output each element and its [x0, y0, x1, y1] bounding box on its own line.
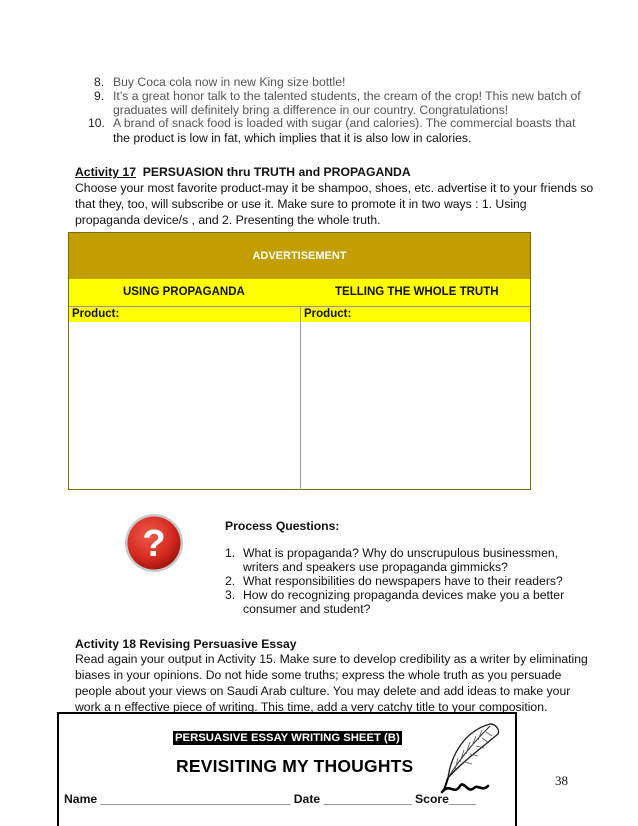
writing-sheet-title: REVISITING MY THOUGHTS — [176, 756, 414, 776]
table-divider — [300, 306, 301, 490]
activity-18-title: Activity 18 Revising Persuasive Essay — [75, 637, 297, 651]
question-text: How do recognizing propaganda devices make you a better — [243, 588, 565, 602]
question-number: 3. — [225, 588, 236, 602]
activity-17-instructions — [75, 180, 594, 228]
quill-pen-icon — [438, 720, 508, 800]
list-number: 10. — [88, 116, 105, 130]
writing-sheet-label: PERSUASIVE ESSAY WRITING SHEET (B) — [175, 732, 400, 744]
activity-17-heading — [75, 164, 411, 180]
question-number: 1. — [225, 546, 236, 560]
list-text: It’s a great honor talk to the talented students, the cream of the crop! This new batch of — [113, 89, 581, 103]
process-questions-title: Process Questions: — [225, 519, 340, 533]
question-number: 2. — [225, 574, 236, 588]
question-text: writers and speakers use propaganda gimmicks? — [243, 560, 508, 574]
advertisement-header: ADVERTISEMENT — [69, 233, 530, 279]
list-text: Buy Coca cola now in new King size bottle! — [113, 75, 346, 89]
paragraph-line: work a n effective piece of writing. This time, add a very catchy title to your composition. — [75, 700, 548, 714]
activity-17-title: PERSUASION thru TRUTH and PROPAGANDA — [142, 165, 411, 179]
question-text: What responsibilities do newspapers have to their readers? — [243, 574, 563, 588]
list-text: the product is low in fat, which implies that it is also low in calories. — [113, 131, 472, 145]
question-mark-icon — [123, 512, 185, 574]
activity-18-instructions — [75, 651, 588, 715]
question-text: What is propaganda? Why do unscrupulous businessmen, — [243, 546, 559, 560]
product-cell-propaganda[interactable]: Product: — [69, 306, 300, 322]
question-text: consumer and student? — [243, 602, 371, 616]
paragraph-line: propaganda device/s , and 2. Presenting the whole truth. — [75, 213, 381, 227]
list-text: graduates will definitely bring a difference in our country. Congratulations! — [113, 103, 509, 117]
list-text: A brand of snack food is loaded with sugar (and calories). The commercial boasts that — [113, 116, 576, 130]
list-number: 9. — [94, 89, 105, 103]
paragraph-line: Read again your output in Activity 15. Make sure to develop credibility as a writer by eliminating — [75, 652, 588, 666]
writing-sheet-fields[interactable]: Name ____________________________ Date _____________ Score____ — [64, 792, 477, 806]
process-questions-list — [225, 545, 565, 629]
list-item-10 — [88, 115, 578, 147]
advertisement-column-headers — [69, 279, 530, 306]
advertisement-table — [68, 232, 531, 490]
paragraph-line: biases in your opinions. Do not hide some truths; express the whole truth as you persuade — [75, 668, 562, 682]
list-number: 8. — [94, 75, 105, 89]
paragraph-line: that they, too, will subscribe or use it. Make sure to promote it in two ways : 1. Using — [75, 197, 527, 211]
column-using-propaganda: USING PROPAGANDA — [123, 286, 245, 298]
paragraph-line: Choose your most favorite product-may it be shampoo, shoes, etc. advertise it to your friends so — [75, 181, 594, 195]
question-mark-glyph: ? — [142, 523, 166, 565]
page-number: 38 — [555, 773, 568, 788]
product-cell-truth[interactable]: Product: — [301, 306, 530, 322]
paragraph-line: people about your views on Saudi Arab culture. You may delete and add ideas to make your — [75, 684, 571, 698]
activity-17-label: Activity 17 — [75, 165, 136, 179]
column-telling-whole-truth: TELLING THE WHOLE TRUTH — [335, 286, 499, 298]
